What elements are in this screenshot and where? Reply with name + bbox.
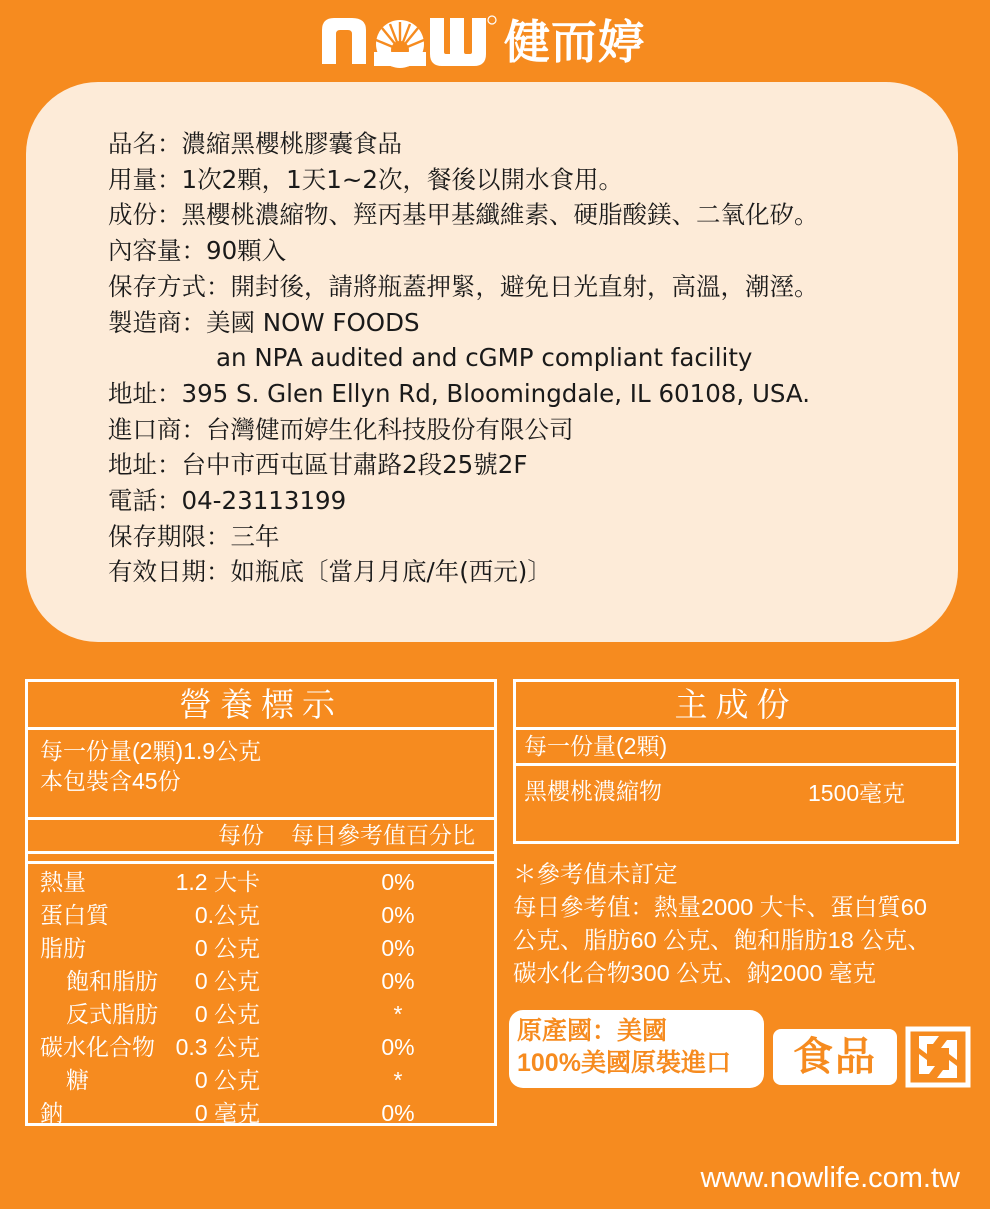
info-line-manufacturer-address: 地址： 395 S. Glen Ellyn Rd, Bloomingdale, IL 60108, USA. xyxy=(108,378,811,408)
col-per-serving: 每份 xyxy=(218,822,264,848)
info-line-importer-address: 地址： 台中市西屯區甘肅路2段25號2F xyxy=(108,450,528,480)
note-line: 公克、脂肪60 公克、飽和脂肪18 公克、 xyxy=(513,927,931,953)
info-line-facility: an NPA audited and cGMP compliant facility xyxy=(216,343,753,373)
note-line: 碳水化合物300 公克、鈉2000 毫克 xyxy=(513,960,877,986)
nutrition-row: 脂肪 0 公克 0% xyxy=(40,935,415,961)
nutrition-row: 熱量 1.2 大卡 0% xyxy=(40,869,415,895)
note-line: 每日參考值：熱量2000 大卡、蛋白質60 xyxy=(513,894,927,920)
info-line-name: 品名： 濃縮黑櫻桃膠囊食品 xyxy=(108,129,402,158)
nutrition-row: 反式脂肪 0 公克 * xyxy=(66,1001,403,1027)
ingredients-title: 主成份 xyxy=(516,682,956,730)
food-badge: 食品 xyxy=(773,1029,897,1085)
col-daily-value: 每日參考值百分比 xyxy=(291,822,475,848)
note-line: ＊參考值未訂定 xyxy=(513,861,678,887)
info-line-expiry: 有效日期： 如瓶底〔當月月底/年(西元)〕 xyxy=(108,557,552,587)
info-line-storage: 保存方式： 開封後，請將瓶蓋押緊，避免日光直射，高溫，潮溼。 xyxy=(108,271,819,301)
website-link[interactable]: www.nowlife.com.tw xyxy=(700,1162,960,1194)
nutrition-row: 蛋白質 0.公克 0% xyxy=(40,902,415,928)
now-logo-icon xyxy=(318,12,498,70)
ingredient-amount: 1500毫克 xyxy=(808,780,906,806)
ingredients-serving: 每一份量(2顆) xyxy=(516,730,956,766)
info-line-ingredients: 成份： 黑櫻桃濃縮物、羥丙基甲基纖維素、硬脂酸鎂、二氧化矽。 xyxy=(108,200,819,230)
info-line-manufacturer: 製造商： 美國 NOW FOODS xyxy=(108,307,420,337)
nutrition-row: 糖 0 公克 * xyxy=(66,1067,403,1093)
nutrition-row: 碳水化合物 0.3 公克 0% xyxy=(40,1034,415,1060)
serving-size: 每一份量(2顆)1.9公克 xyxy=(40,738,262,764)
brand-name-cn: 健而婷 xyxy=(504,15,645,69)
nutrition-rows xyxy=(28,864,494,1130)
nutrition-column-headers xyxy=(28,820,494,854)
ingredient-name: 黑櫻桃濃縮物 xyxy=(524,778,662,804)
nutrition-serving-info xyxy=(28,730,494,820)
info-line-content: 內容量： 90顆入 xyxy=(108,236,287,266)
info-line-dosage: 用量： 1次2顆，1天1~2次，餐後以開水食用。 xyxy=(108,164,623,194)
main-ingredients-box xyxy=(513,679,959,844)
product-info-panel xyxy=(26,82,958,642)
nutrition-facts-box xyxy=(25,679,497,1126)
daily-value-note xyxy=(513,858,963,990)
product-info-list xyxy=(108,126,928,590)
info-line-importer: 進口商： 台灣健而婷生化科技股份有限公司 xyxy=(108,414,574,444)
origin-country: 原產國：美國 xyxy=(517,1017,668,1045)
nutrition-row: 鈉 0 毫克 0% xyxy=(40,1100,415,1126)
origin-badge xyxy=(509,1010,764,1088)
nutrition-divider xyxy=(28,854,494,864)
brand-logo xyxy=(318,12,648,74)
info-line-phone: 電話： 04-23113199 xyxy=(108,486,347,516)
info-line-shelf-life: 保存期限： 三年 xyxy=(108,521,280,551)
ingredient-row xyxy=(516,766,956,826)
origin-import: 100%美國原裝進口 xyxy=(517,1049,731,1077)
servings-per-package: 本包裝含45份 xyxy=(40,768,181,794)
nutrition-title: 營養標示 xyxy=(28,682,494,730)
recycle-icon xyxy=(905,1026,971,1088)
nutrition-row: 飽和脂肪 0 公克 0% xyxy=(66,968,415,994)
